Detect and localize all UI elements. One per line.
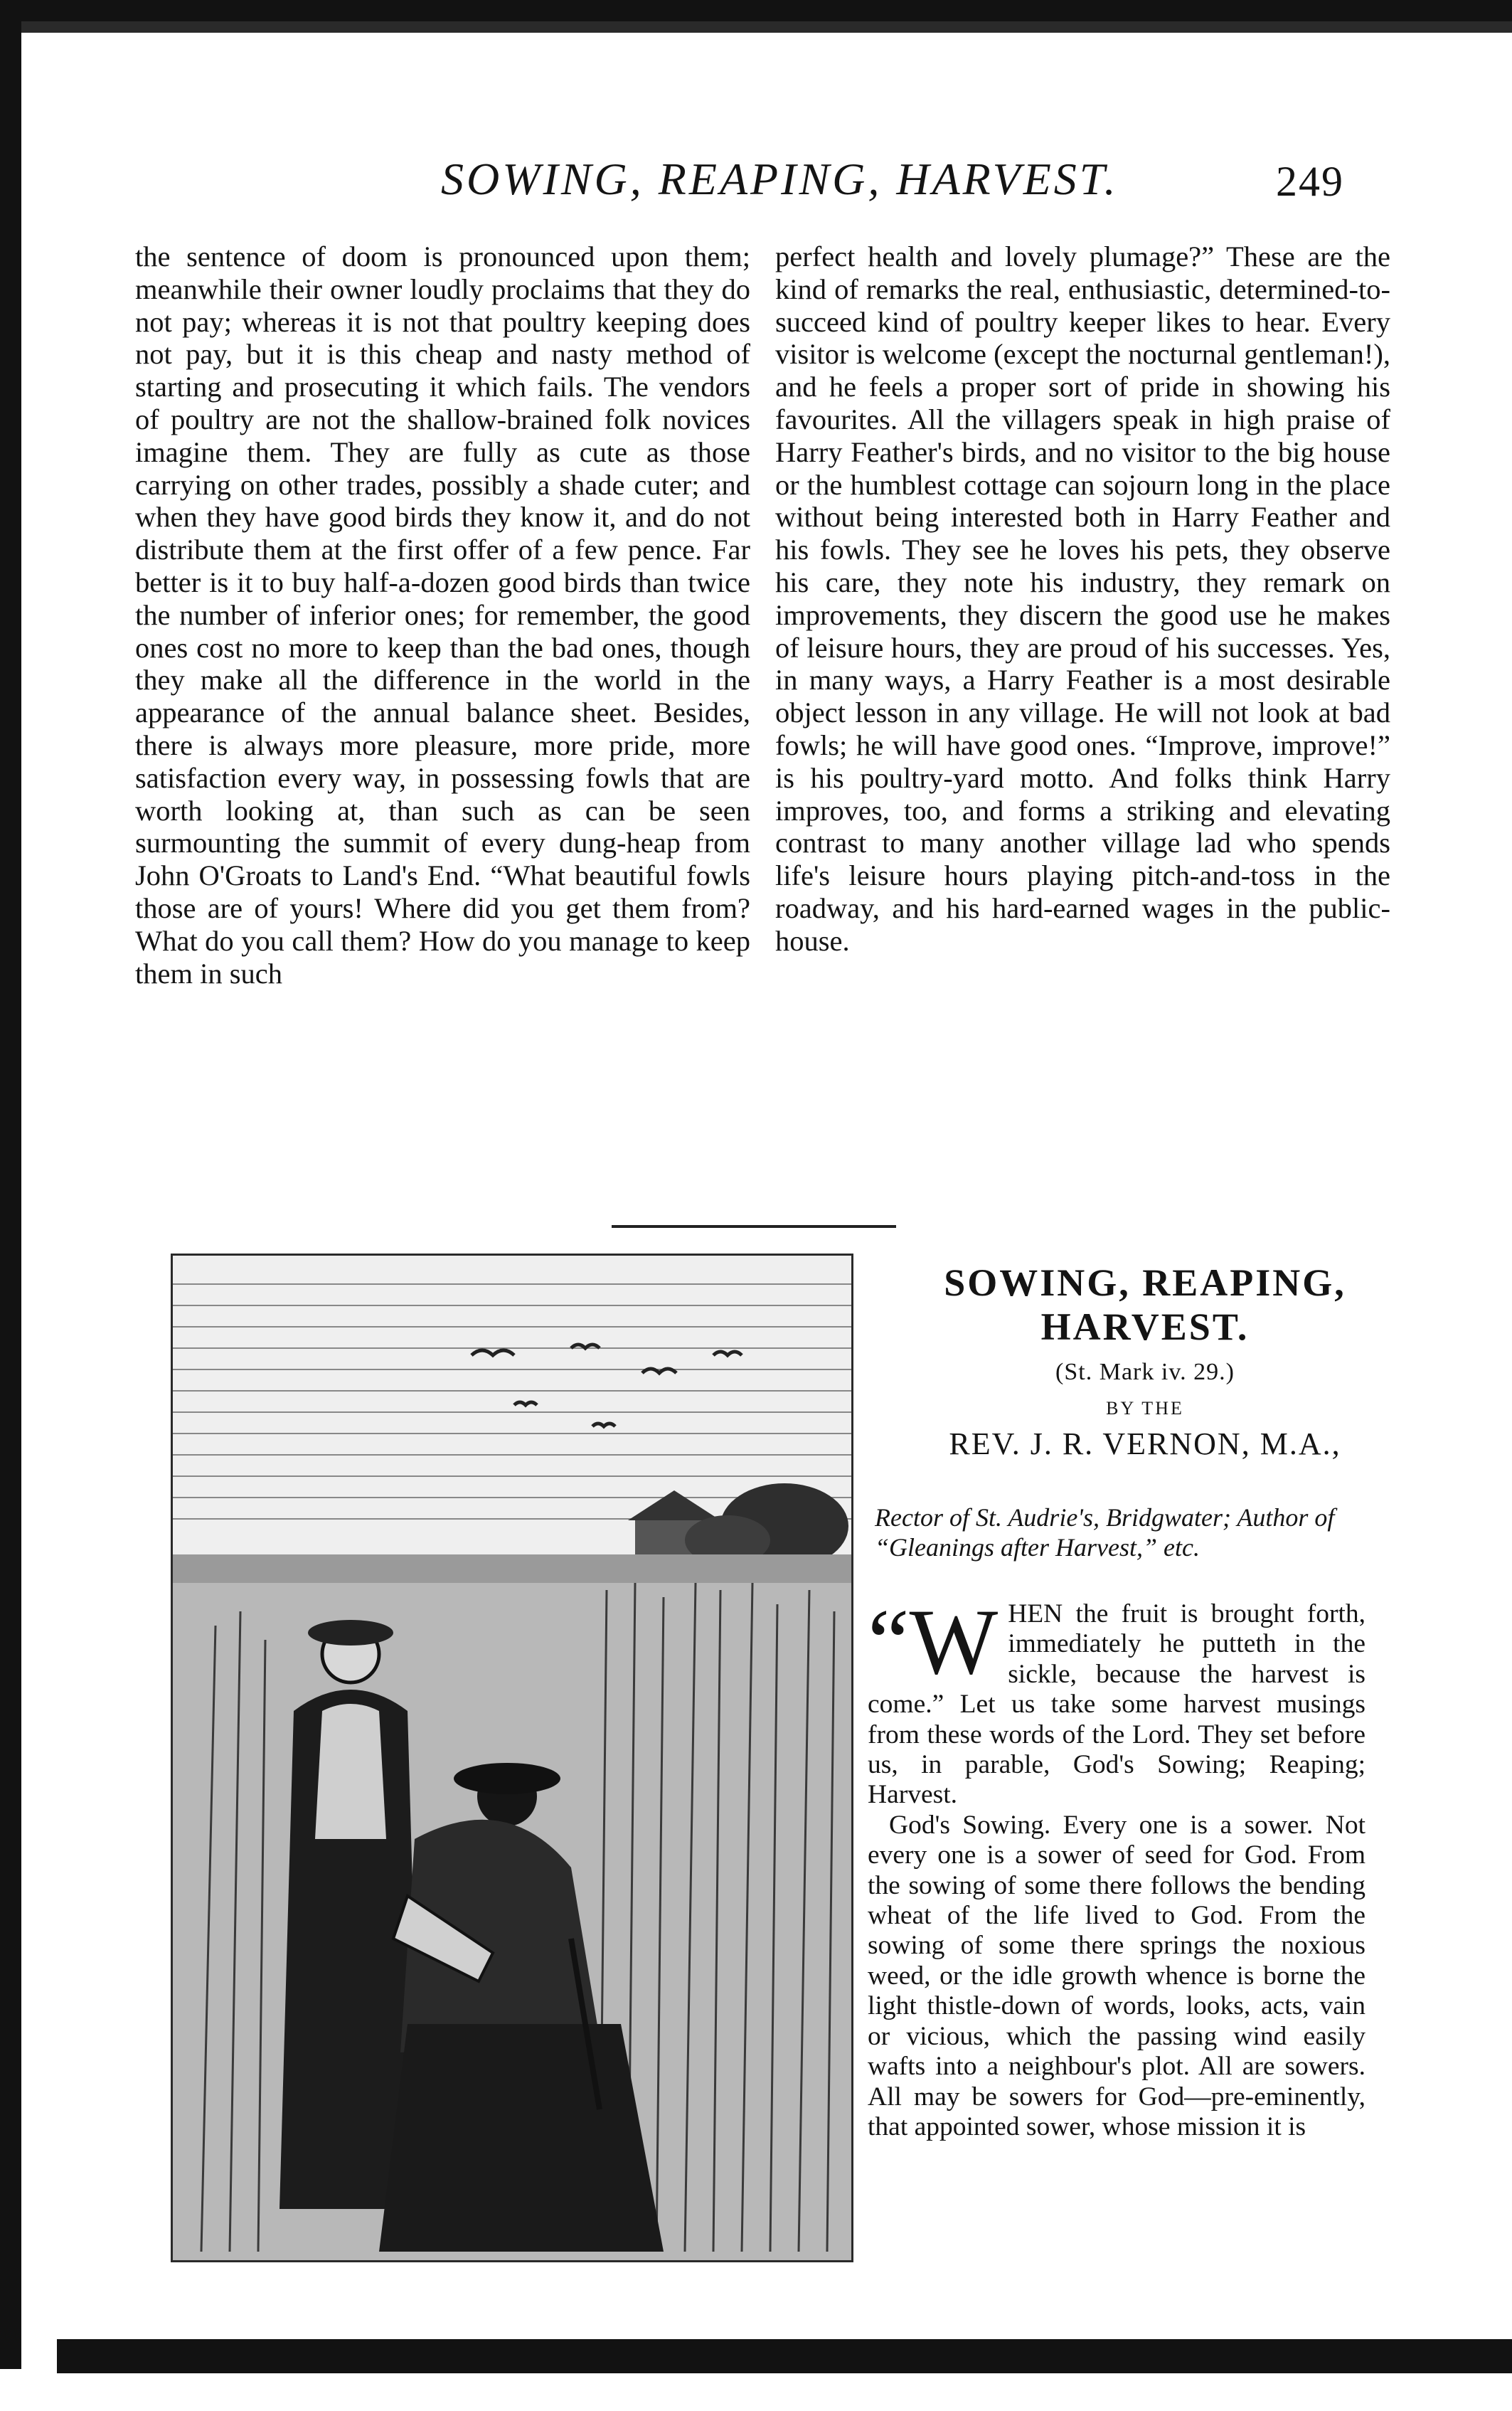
author-name: REV. J. R. VERNON, M.A., [949,1426,1341,1461]
left-column-text: the sentence of doom is pronounced upon them; meanwhile their owner loudly proclaims that they do not pay; whereas it is not that poultry keeping does not pay, but it is this cheap and nasty method of starting and prosecuting it which fails. The vendors of poultry are not the shallow-brained folk novices imagine them. They are fully as cute as those carrying on other trades, possibly a shade cuter; and when they have good birds they know it, and do not distribute them at the first offer of a few pence. Far better is it to buy half-a-dozen good birds than twice the number of inferior ones; for remember, the good ones cost no more to keep than the bad ones, though they make all the difference in the world in the appearance of the annual balance sheet. Besides, there is always more pleasure, more pride, more satisfaction every way, in possessing fowls that are worth looking at, than such as can be seen surmounting the summit of every dung-heap from John O'Groats to Land's End. “What beautiful fowls those are of yours! Where did you get them from? What do you call them? How do you manage to keep them in such [135,240,750,990]
running-title: SOWING, REAPING, HARVEST. [441,154,1119,204]
page-number: 249 [1276,158,1344,205]
article-title: SOWING, REAPING, HARVEST. [944,1261,1346,1348]
reapers-illustration [171,1254,853,2262]
page-border-top-inner [21,21,1512,33]
paragraph-1-text: HEN the fruit is brought forth, immediately he putteth in the sickle, because the harvest is come.” Let us take some harvest musings from these words of the Lord. They set before us, in parable, God's Sowing; Reaping; Harvest. [868,1599,1365,1810]
drop-cap-letter: W [909,1589,999,1694]
drop-cap [868,1589,999,1694]
opening-quote: “ [868,1589,910,1694]
page-border-bottom [57,2339,1512,2373]
reapers-engraving [173,1256,851,2260]
article-paragraph-2: God's Sowing. Every one is a sower. Not every one is a sower of seed for God. From the sowing of some there follows the bending wheat of the life lived to God. From the sowing of some there springs the noxious weed, or the idle growth whence is borne the light thistle-down of words, looks, acts, vain or vicious, which the passing wind easily wafts into a neighbour's plot. All are sowers. All may be sowers for God—pre-eminently, that appointed sower, whose mission it is [868,1810,1365,2141]
page-border-top [0,0,1512,21]
article-paragraph-1 [868,1589,1365,1811]
right-column-text: perfect health and lovely plumage?” These are the kind of remarks the real, enthusiastic, determined-to-succeed kind of poultry keeper likes to hear. Every visitor is welcome (except the nocturnal gentleman!), and he feels a proper sort of pride in showing his favourites. All the villagers speak in high praise of Harry Feather's birds, and no visitor to the big house or the humblest cottage can sojourn long in the place without being interested both in Harry Feather and his fowls. They see he loves his pets, they observe his care, they note his industry, they remark on improvements, they discern the good use he makes of leisure hours, they are proud of his successes. Yes, in many ways, a Harry Feather is a most desirable object lesson in any village. He will not look at bad fowls; he will have good ones. “Improve, improve!” is his poultry-yard motto. And folks think Harry improves, too, and forms a striking and elevating contrast to many another village lad who spends life's leisure hours playing pitch-and-toss in the roadway, and his hard-earned wages in the public-house. [775,240,1390,957]
scripture-reference: (St. Mark iv. 29.) [1055,1359,1235,1385]
article-body [868,1589,1365,2142]
running-head [398,153,1422,217]
page-border-left [0,21,21,2369]
author-credentials: Rector of St. Audrie's, Bridgwater; Author of “Gleanings after Harvest,” etc. [875,1503,1335,1562]
byline-prefix: BY THE [1106,1398,1184,1419]
section-divider [612,1225,896,1228]
